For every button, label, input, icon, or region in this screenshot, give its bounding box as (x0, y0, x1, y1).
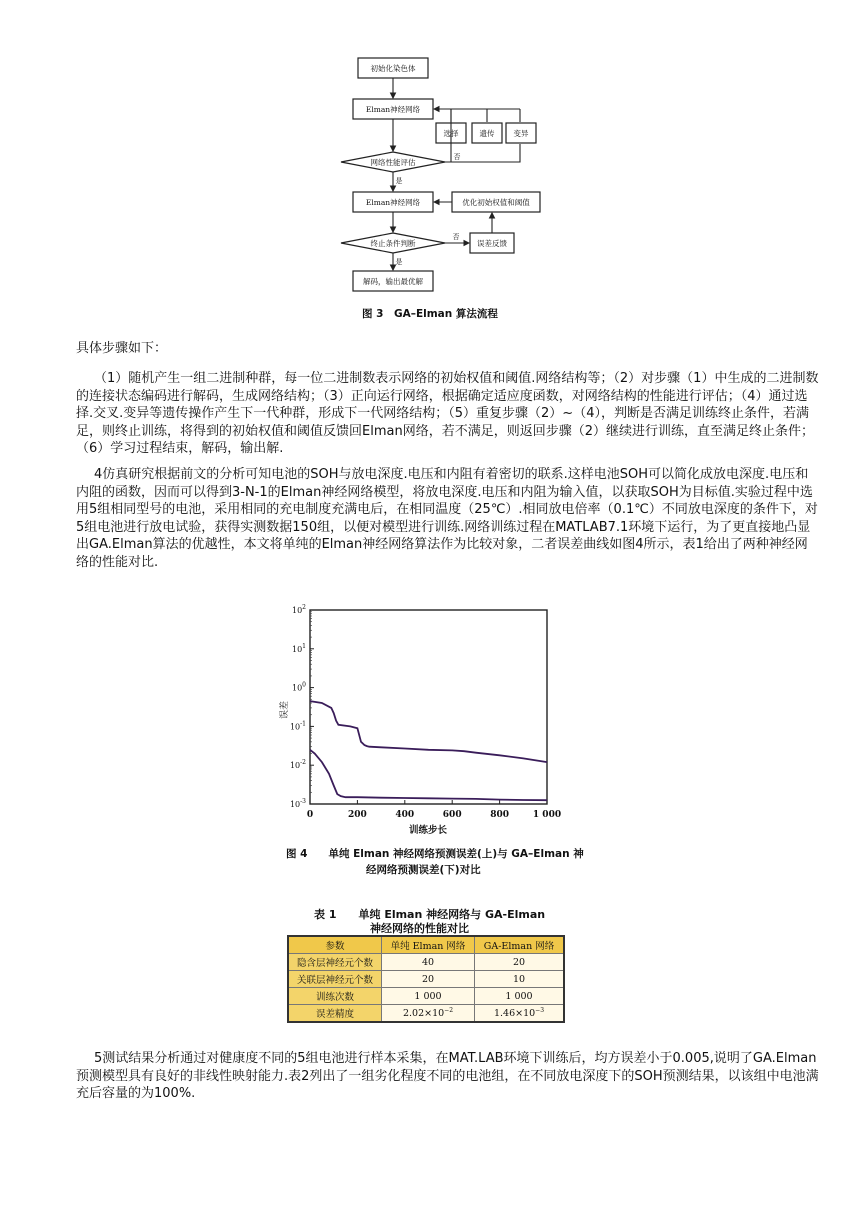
table-cell: 20 (475, 954, 565, 971)
figure3-caption: 图 3 GA–Elman 算法流程 (362, 308, 498, 320)
table-cell: 40 (382, 954, 475, 971)
table-header-cell: 单纯 Elman 网络 (382, 936, 475, 954)
flow-label-mutate: 变异 (513, 129, 529, 138)
flow-label-terminate: 终止条件判断 (370, 239, 416, 248)
table-cell: 1 000 (475, 988, 565, 1005)
plot-frame (310, 610, 547, 804)
intro-text: 具体步骤如下： (76, 341, 168, 356)
table1-title-line2: 神经网络的性能对比 (370, 922, 469, 935)
precision-ga-exp: −3 (535, 1006, 545, 1014)
table-row (288, 1005, 564, 1023)
x-tick-label: 400 (395, 810, 415, 820)
figure4-caption-line1: 图 4 单纯 Elman 神经网络预测误差(上)与 GA–Elman 神 (286, 848, 584, 860)
performance-table (287, 935, 565, 1023)
flow-label-feedback: 误差反馈 (477, 239, 507, 248)
table-cell: 关联层神经元个数 (288, 971, 382, 988)
table-cell (475, 1005, 565, 1023)
table-cell: 10 (475, 971, 565, 988)
x-tick-label: 200 (348, 810, 367, 820)
flow-label-init: 初始化染色体 (370, 64, 416, 73)
x-tick-label: 0 (306, 810, 314, 820)
elman-error-line (310, 701, 547, 762)
table-header-cell: 参数 (288, 936, 382, 954)
section5-paragraph: 5测试结果分析通过对健康度不同的5组电池进行样本采集，在MAT.LAB环境下训练后，均方误差小于0.005,说明了GA.Elman预测模型具有良好的非线性映射能力.表2列出了一组劣化程度不同的电池组，在不同放电深度下的SOH预测结果，以该组中电池满充后容量的为100%. (76, 1051, 819, 1101)
x-axis-label: 训练步长 (408, 825, 448, 836)
flow-edge-no-2: 否 (452, 233, 460, 241)
flow-label-elman1: Elman神经网络 (365, 105, 421, 114)
flow-label-crossover: 遗传 (479, 129, 495, 138)
y-tick-label: $10^{-3}$ (289, 798, 306, 809)
y-axis-label: 误差 (280, 700, 290, 720)
flow-edge-yes-1: 是 (395, 177, 403, 185)
table-cell: 训练次数 (288, 988, 382, 1005)
steps-paragraph: （1）随机产生一组二进制种群，每一位二进制数表示网络的初始权值和阈值.网络结构等；（2）对步骤（1）中生成的二进制数的连接状态编码进行解码，生成网络结构；（3）正向运行网络，根据确定适应度函数，对网络结构的性能进行评估；（4）通过选择.交叉.变异等遗传操作产生下一代种群，形成下一代网络结构；（5）重复步骤（2）~（4），判断是否满足训练终止条件，若满足，则终止训练，将得到的初始权值和阈值反馈回Elman网络，若不满足，则返回步骤（2）继续进行训练，直至满足终止条件；（6）学习过程结束，解码，输出解. (76, 371, 819, 456)
table-row (288, 954, 564, 971)
y-tick-label: $10^{-2}$ (289, 759, 306, 771)
precision-elman-mantissa: 2.02×10 (402, 1008, 445, 1020)
flow-edge-yes-2: 是 (395, 258, 403, 266)
table-header-row (288, 936, 564, 954)
flow-label-evaluate: 网络性能评估 (370, 158, 416, 167)
error-curve-chart (272, 600, 562, 840)
x-tick-label: 600 (442, 810, 462, 820)
x-tick-label: 1 000 (532, 810, 562, 820)
flow-edge-no-1: 否 (453, 153, 461, 161)
table-cell: 误差精度 (288, 1005, 382, 1023)
flow-label-optimize: 优化初始权值和阈值 (462, 198, 530, 207)
x-tick-label: 800 (490, 810, 509, 820)
table-cell: 1 000 (382, 988, 475, 1005)
table-cell: 20 (382, 971, 475, 988)
table1-title-line1: 表 1 单纯 Elman 神经网络与 GA-Elman (314, 908, 546, 921)
precision-ga-mantissa: 1.46×10 (493, 1008, 536, 1020)
ga-elman-flowchart (330, 50, 560, 298)
flow-label-select: 选择 (443, 129, 459, 138)
y-tick-label: $10^2$ (291, 604, 306, 615)
flow-label-decode: 解码，输出最优解 (363, 277, 423, 286)
section4-paragraph: 4仿真研究根据前文的分析可知电池的SOH与放电深度.电压和内阻有着密切的联系.这样电池SOH可以简化成放电深度.电压和内阻的函数，因而可以得到3-N-1的Elman神经网络模型，将放电深度.电压和内阻为输入值，以获取SOH为目标值.实验过程中选用5组相同型号的电池，采用相同的充电制度充满电后，在相同温度（25℃）.相同放电倍率（0.1℃）不同放电深度的条件下，对5组电池进行放电试验，获得实测数据150组，以便对模型进行训练.网络训练过程在MATLAB7.1环境下运行，为了更直接地凸显出GA.Elman算法的优越性，本文将单纯的Elman神经网络算法作为比较对象，二者误差曲线如图4所示，表1给出了两种神经网络的性能对比. (76, 467, 818, 570)
flow-label-elman2: Elman神经网络 (365, 198, 421, 207)
figure4-caption-line2: 经网络预测误差(下)对比 (366, 864, 481, 876)
table-row (288, 988, 564, 1005)
y-tick-label: $10^0$ (291, 681, 306, 693)
table-cell: 隐含层神经元个数 (288, 954, 382, 971)
precision-elman-exp: −2 (444, 1006, 454, 1014)
y-tick-label: $10^1$ (291, 642, 306, 654)
table-header-cell: GA-Elman 网络 (475, 936, 565, 954)
table-cell (382, 1005, 475, 1023)
y-tick-label: $10^{-1}$ (289, 720, 306, 732)
table-row (288, 971, 564, 988)
